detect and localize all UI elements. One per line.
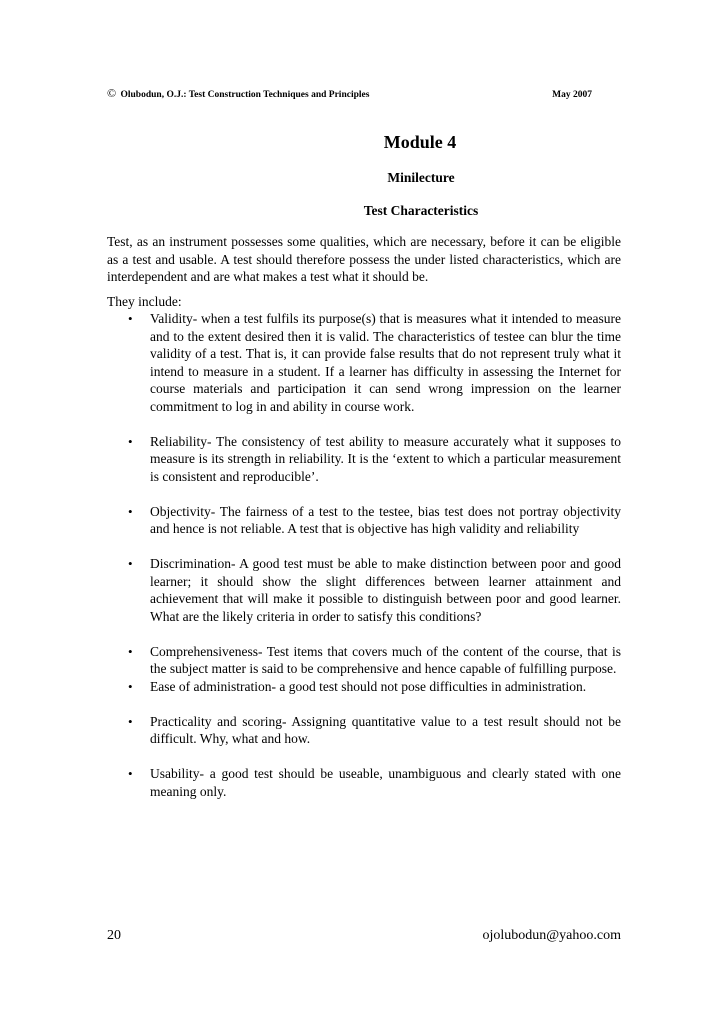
copyright-symbol: © bbox=[107, 86, 117, 100]
running-header bbox=[107, 86, 592, 101]
list-item-text: Reliability- The consistency of test ability to measure accurately what it supposes to measure is its strength in reliability. It is the ‘extent to which a particular measurement is consistent and reproducible’. bbox=[150, 433, 621, 484]
list-item-text: Validity- when a test fulfils its purpose(s) that is measures what it intended to measure and to the extent desired then it is valid. The characteristics of testee can blur the time validity of a test. That is, it can provide false results that do not represent truly what it intend to measure in a student. If a learner has difficulty in assessing the Internet for course materials and participation it can send wrong impression on the learner commitment to log in and ability in course work. bbox=[150, 311, 621, 414]
bullet-icon: • bbox=[128, 311, 133, 326]
list-item-text: Objectivity- The fairness of a test to the testee, bias test does not portray objectivity and hence is not reliable. A test that is objective has high validity and reliability bbox=[150, 503, 621, 536]
intro-paragraph: Test, as an instrument possesses some qualities, which are necessary, before it can be eligible as a test and usable. A test should therefore possess the under listed characteristics, which are interdependent and are what makes a test what it should be. bbox=[107, 234, 621, 284]
page-footer bbox=[107, 928, 621, 944]
list-item bbox=[107, 555, 621, 625]
header-date: May 2007 bbox=[552, 90, 592, 100]
list-item bbox=[107, 765, 621, 800]
bullet-icon: • bbox=[128, 433, 133, 449]
header-left bbox=[107, 86, 369, 101]
list-item bbox=[107, 503, 621, 538]
list-item-text: Ease of administration- a good test should not pose difficulties in administration. bbox=[150, 678, 587, 694]
list-item bbox=[107, 310, 621, 415]
list-item-text: Comprehensiveness- Test items that covers much of the content of the course, that is the subject matter is said to be comprehensive and hence capable of fulfilling purpose. bbox=[150, 643, 621, 676]
list-item-text: Discrimination- A good test must be able to make distinction between poor and good learner; it should show the slight differences between learner attainment and achievement that will make it possible to distinguish between poor and good learner. What are the likely criteria in order to satisfy this conditions? bbox=[150, 556, 621, 624]
page-number: 20 bbox=[107, 928, 121, 943]
list-intro: They include: bbox=[107, 294, 182, 309]
bullet-icon: • bbox=[128, 678, 133, 694]
bullet-icon: • bbox=[128, 556, 133, 571]
bullet-icon: • bbox=[128, 766, 133, 781]
header-title: Olubodun, O.J.: Test Construction Techniques and Principles bbox=[120, 90, 370, 100]
list-item-text: Practicality and scoring- Assigning quantitative value to a test result should not be difficult. Why, what and how. bbox=[150, 713, 621, 746]
list-item bbox=[107, 678, 621, 696]
list-item-text: Usability- a good test should be useable, unambiguous and clearly stated with one meaning only. bbox=[150, 766, 621, 799]
characteristics-list bbox=[107, 310, 621, 800]
footer-email: ojolubodun@yahoo.com bbox=[482, 928, 621, 943]
list-item bbox=[107, 713, 621, 748]
list-item bbox=[107, 433, 621, 486]
list-item bbox=[107, 643, 621, 678]
section-title: Test Characteristics bbox=[363, 203, 479, 218]
bullet-icon: • bbox=[128, 713, 133, 729]
subtitle: Minilecture bbox=[387, 170, 455, 185]
bullet-icon: • bbox=[128, 643, 133, 659]
bullet-icon: • bbox=[128, 503, 133, 519]
module-title: Module 4 bbox=[383, 132, 457, 152]
